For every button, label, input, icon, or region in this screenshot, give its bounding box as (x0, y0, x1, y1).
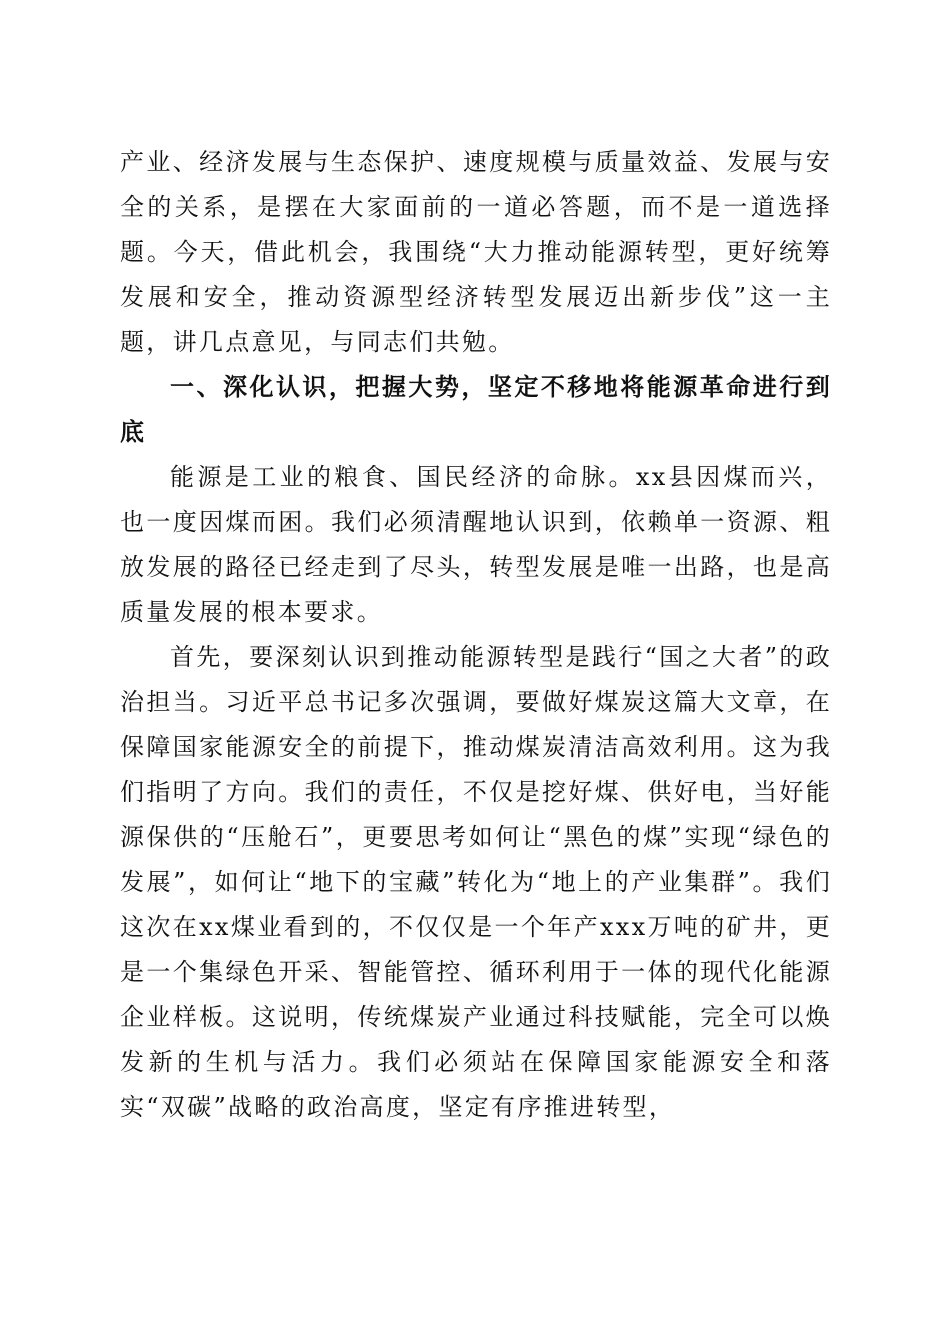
body-paragraph-first-point: 首先，要深刻认识到推动能源转型是践行“国之大者”的政治担当。习近平总书记多次强调，要做好煤炭这篇大文章，在保障国家能源安全的前提下，推动煤炭清洁高效利用。这为我们指明了方向。我们的责任，不仅是挖好煤、供好电，当好能源保供的“压舱石”，更要思考如何让“黑色的煤”实现“绿色的发展”，如何让“地下的宝藏”转化为“地上的产业集群”。我们这次在xx煤业看到的，不仅仅是一个年产xxx万吨的矿井，更是一个集绿色开采、智能管控、循环利用于一体的现代化能源企业样板。这说明，传统煤炭产业通过科技赋能，完全可以焕发新的生机与活力。我们必须站在保障国家能源安全和落实“双碳”战略的政治高度，坚定有序推进转型， (120, 643, 832, 1121)
body-paragraph-energy: 能源是工业的粮食、国民经济的命脉。xx县因煤而兴，也一度因煤而困。我们必须清醒地认识到，依赖单一资源、粗放发展的路径已经走到了尽头，转型发展是唯一出路，也是高质量发展的根本要求。 (120, 463, 832, 626)
document-body (120, 140, 832, 1130)
opening-paragraph: 产业、经济发展与生态保护、速度规模与质量效益、发展与安全的关系，是摆在大家面前的一道必答题，而不是一道选择题。今天，借此机会，我围绕“大力推动能源转型，更好统筹发展和安全，推动资源型经济转型发展迈出新步伐”这一主题，讲几点意见，与同志们共勉。 (120, 148, 832, 356)
section-heading: 一、深化认识，把握大势，坚定不移地将能源革命进行到底 (120, 373, 832, 446)
